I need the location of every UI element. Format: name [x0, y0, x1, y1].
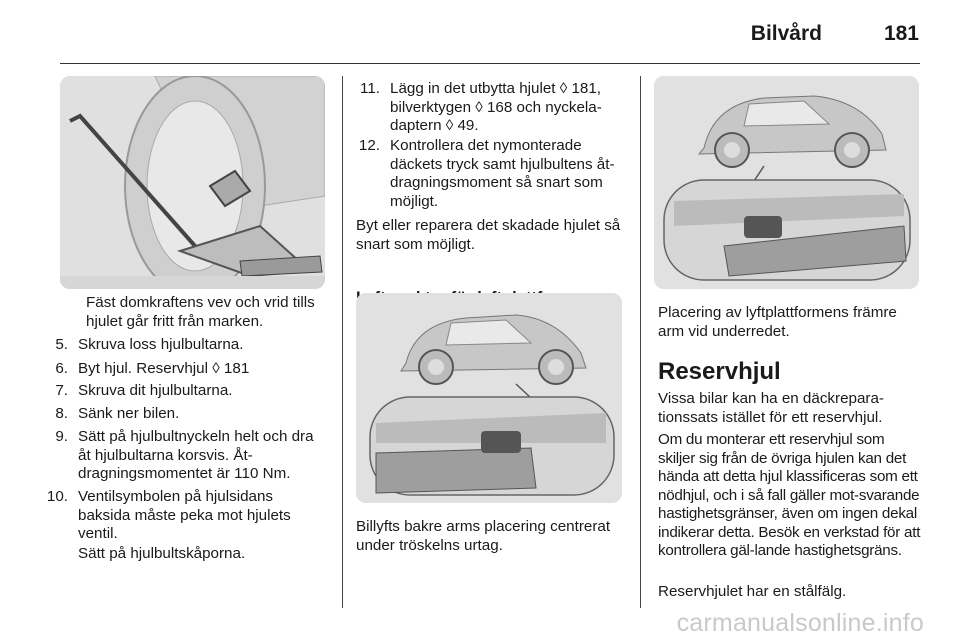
list-item — [40, 360, 340, 379]
list-number: 9. — [55, 428, 68, 445]
page-number: 181 — [883, 22, 919, 45]
front-lift-illustration — [654, 76, 919, 289]
column-divider-right — [640, 76, 641, 608]
body-paragraph: Byt eller reparera det skadade hjulet så snart som möjligt. — [356, 217, 621, 253]
header-divider — [60, 63, 920, 64]
rear-lift-illustration — [356, 293, 622, 503]
body-paragraph: Reservhjulet har en stålfälg. — [658, 583, 847, 600]
list-number: 11. — [360, 80, 380, 97]
jack-drawing — [60, 76, 325, 289]
front-lift-caption: Placering av lyftplattformens främre arm vid underredet. — [658, 304, 897, 340]
list-item — [40, 382, 340, 401]
list-text: Byt hjul. Reservhjul ◊ 181 — [78, 360, 250, 377]
list-text: Sänk ner bilen. — [78, 405, 180, 422]
list-number: 7. — [55, 382, 68, 399]
list-item — [40, 405, 340, 424]
list-number: 6. — [55, 360, 68, 377]
rear-lift-drawing — [356, 293, 622, 503]
list-number: 5. — [55, 336, 68, 353]
list-text: Sätt på hjulbultnyckeln helt och dra åt hjulbultarna korsvis. Åt-dragningsmomentet är 110 Nm. — [78, 428, 314, 482]
list-item — [352, 137, 637, 212]
final-step-text: Sätt på hjulbultskåporna. — [78, 545, 246, 562]
intro-text: Fäst domkraftens vev och vrid tills hjulet går fritt från marken. — [86, 294, 315, 330]
list-text: Lägg in det utbytta hjulet ◊ 181, bilverktygen ◊ 168 och nyckela-daptern ◊ 49. — [390, 80, 602, 134]
watermark: carmanualsonline.info — [676, 609, 924, 637]
list-text: Kontrollera det nymonterade däckets tryck samt hjulbultens åt-dragningsmoment så snart som möjligt. — [390, 137, 615, 210]
jack-illustration — [60, 76, 325, 289]
list-text: Skruva loss hjulbultarna. — [78, 336, 244, 353]
section-heading: Reservhjul — [658, 358, 781, 385]
list-number: 8. — [55, 405, 68, 422]
page-title: Bilvård — [750, 22, 822, 45]
list-number: 12. — [358, 137, 380, 154]
rear-lift-caption: Billyfts bakre arms placering centrerat under tröskelns urtag. — [356, 518, 611, 554]
front-lift-drawing — [654, 76, 919, 289]
list-item — [352, 80, 637, 136]
list-text: Ventilsymbolen på hjulsidans baksida måste peka mot hjulets ventil. — [78, 488, 291, 542]
column-divider-left — [342, 76, 343, 608]
body-paragraph: Vissa bilar kan ha en däckrepara-tionssats istället för ett reservhjul. — [658, 390, 884, 426]
list-item — [40, 336, 340, 355]
list-item — [40, 488, 340, 544]
body-paragraph: Om du monterar ett reservhjul som skiljer sig från de övriga hjulen kan det hända att detta hjul klassificeras som ett nödhjul, och i så fall gäller mot-svarande hastighetsgränser, även om ingen dekal indikerar detta. Besök en verkstad för att kontrollera gäl-lande hastighetsgräns. — [658, 431, 921, 559]
list-number: 10. — [46, 488, 68, 505]
list-item — [40, 428, 340, 484]
list-text: Skruva dit hjulbultarna. — [78, 382, 233, 399]
